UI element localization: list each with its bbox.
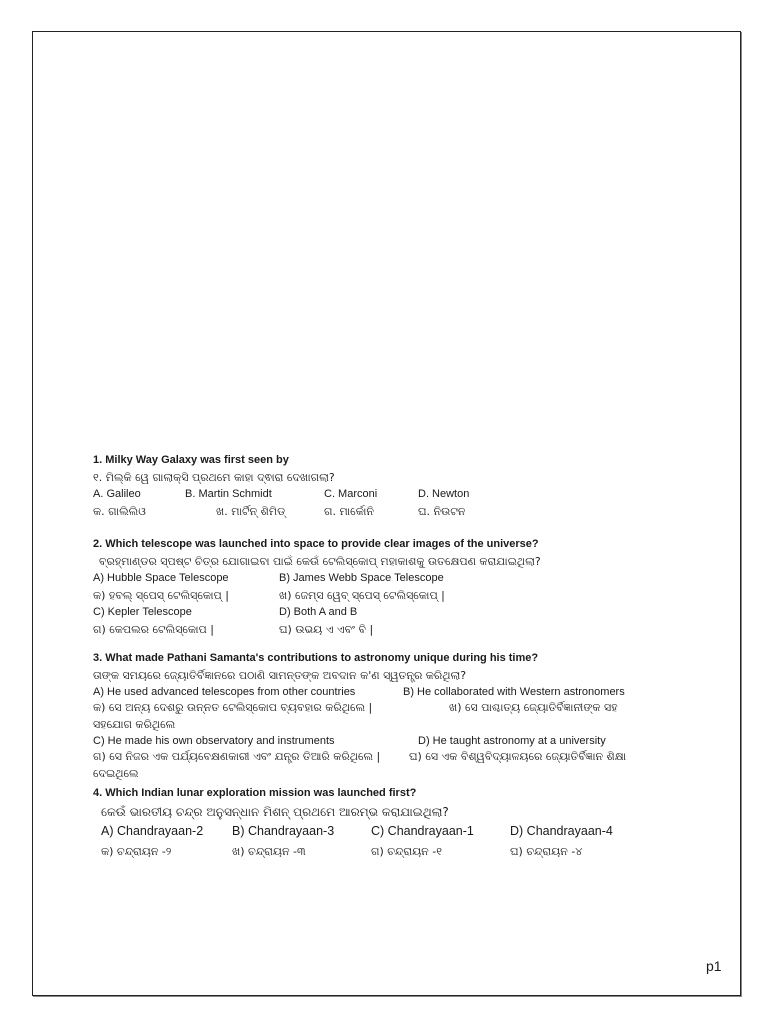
question-2-options-en-1 xyxy=(93,570,653,587)
option-a: A. Galileo xyxy=(93,488,141,500)
question-1-title: 1. Milky Way Galaxy was first seen by xyxy=(93,454,289,466)
question-4-options-or xyxy=(93,842,653,862)
question-3-title-odia: ତାଙ୍କ ସମୟରେ ଜ୍ୟୋତିର୍ବିଜ୍ଞାନରେ ପଠାଣି ସାମନ୍ତଙ୍କ ଅବଦାନ କ'ଣ ସ୍ୱତନ୍ତ୍ର କରିଥିଲା? xyxy=(93,669,467,682)
option-gha: ଘ. ନିଉଟନ xyxy=(418,505,466,518)
question-3-option-gha-cont xyxy=(93,765,653,782)
option-a: A) Chandrayaan-2 xyxy=(101,824,204,838)
option-ka: କ) ଚନ୍ଦ୍ରାୟନ -୨ xyxy=(101,845,172,858)
question-4-title-odia: କେଉଁ ଭାରତୀୟ ଚନ୍ଦ୍ର ଅନୁସନ୍ଧାନ ମିଶନ୍ ପ୍ରଥମେ ଆରମ୍ଭ କରାଯାଇଥିଲା? xyxy=(101,805,449,819)
question-2-title: 2. Which telescope was launched into space to provide clear images of the universe? xyxy=(93,538,539,550)
question-3-options-or-1 xyxy=(93,699,653,716)
option-ka: କ) ସେ ଅନ୍ୟ ଦେଶରୁ ଉନ୍ନତ ଟେଲିସ୍କୋପ ବ୍ୟବହାର କରିଥିଲେ | xyxy=(93,701,373,714)
option-b: B) He collaborated with Western astronomers xyxy=(403,686,625,698)
option-kha: ଖ) ଜେମ୍ସ ୱେବ୍ ସ୍ପେସ୍ ଟେଲିସ୍କୋପ୍ | xyxy=(279,589,445,602)
option-ka: କ. ଗାଲିଲିଓ xyxy=(93,505,146,518)
option-gha: ଘ) ଚନ୍ଦ୍ରାୟନ -୪ xyxy=(510,845,583,858)
question-4 xyxy=(93,784,653,862)
question-4-options-en xyxy=(93,822,653,842)
question-3-title: 3. What made Pathani Samanta's contributions to astronomy unique during his time? xyxy=(93,652,539,664)
question-2 xyxy=(93,536,653,638)
question-2-options-or-2 xyxy=(93,621,653,638)
page-number: p1 xyxy=(706,958,722,974)
option-b: B) Chandrayaan-3 xyxy=(232,824,335,838)
question-2-options-en-2 xyxy=(93,604,653,621)
question-2-options-or-1 xyxy=(93,587,653,604)
option-d: D. Newton xyxy=(418,488,470,500)
question-3-option-kha-cont xyxy=(93,716,653,733)
option-kha: ଖ) ସେ ପାଶ୍ଚାତ୍ୟ ଜ୍ୟୋତିର୍ବିଜ୍ଞାନୀଙ୍କ ସହ xyxy=(449,701,618,714)
option-c: C) Kepler Telescope xyxy=(93,606,192,618)
question-1-options-or xyxy=(93,503,653,520)
option-gha: ଘ) ସେ ଏକ ବିଶ୍ୱବିଦ୍ୟାଳୟରେ ଜ୍ୟୋତିର୍ବିଜ୍ଞାନ ଶିକ୍ଷା xyxy=(409,750,627,763)
question-1 xyxy=(93,452,653,520)
option-ga: ଗ. ମାର୍କୋନି xyxy=(324,505,374,518)
option-b: B) James Webb Space Telescope xyxy=(279,572,444,584)
question-3-options-or-2 xyxy=(93,748,653,765)
question-3-options-en-2 xyxy=(93,733,653,748)
option-d: D) Both A and B xyxy=(279,606,358,618)
question-4-title: 4. Which Indian lunar exploration mission was launched first? xyxy=(93,787,417,799)
option-ga: ଗ) ସେ ନିଜର ଏକ ପର୍ଯ୍ୟବେକ୍ଷଣକାରୀ ଏବଂ ଯନ୍ତ୍ର ତିଆରି କରିଥିଲେ | xyxy=(93,750,381,763)
option-b: B. Martin Schmidt xyxy=(185,488,272,500)
option-kha: ଖ) ଚନ୍ଦ୍ରାୟନ -୩ xyxy=(232,845,306,858)
question-2-title-odia: ବ୍ରହ୍ମାଣ୍ଡର ସ୍ପଷ୍ଟ ଚିତ୍ର ଯୋଗାଇବା ପାଇଁ କେଉଁ ଟେଲିସ୍କୋପ୍ ମହାକାଶକୁ ଉତକ୍ଷେପଣ କରାଯାଇଥିଲା? xyxy=(99,555,541,568)
option-d: D) Chandrayaan-4 xyxy=(510,824,613,838)
question-1-options-en xyxy=(93,486,653,503)
option-gha-continued: ଦେଇଥିଲେ xyxy=(93,767,139,780)
option-gha: ଘ) ଉଭୟ ଏ ଏବଂ ବି | xyxy=(279,623,374,636)
option-ka: କ) ହବଲ୍ ସ୍ପେସ୍ ଟେଲିସ୍କୋପ୍ | xyxy=(93,589,229,602)
question-3 xyxy=(93,650,653,782)
question-1-title-odia: ୧. ମିଲ୍କି ୱେ ଗାଲାକ୍ସି ପ୍ରଥମେ କାହା ଦ୍ଵାରା ଦେଖାଗଲା? xyxy=(93,471,335,484)
option-c: C. Marconi xyxy=(324,488,378,500)
option-ga: ଗ) ଚନ୍ଦ୍ରାୟନ -୧ xyxy=(371,845,442,858)
option-kha-continued: ସହଯୋଗ କରିଥିଲେ xyxy=(93,718,176,731)
option-a: A) He used advanced telescopes from other countries xyxy=(93,686,356,698)
option-c: C) He made his own observatory and instruments xyxy=(93,735,335,747)
option-kha: ଖ. ମାର୍ଟିନ୍ ଶିମିଡ୍ xyxy=(216,505,286,518)
option-c: C) Chandrayaan-1 xyxy=(371,824,474,838)
question-3-options-en-1 xyxy=(93,684,653,699)
option-ga: ଗ) କେପଲର ଟେଲିସ୍କୋପ | xyxy=(93,623,214,636)
option-a: A) Hubble Space Telescope xyxy=(93,572,229,584)
option-d: D) He taught astronomy at a university xyxy=(418,735,606,747)
